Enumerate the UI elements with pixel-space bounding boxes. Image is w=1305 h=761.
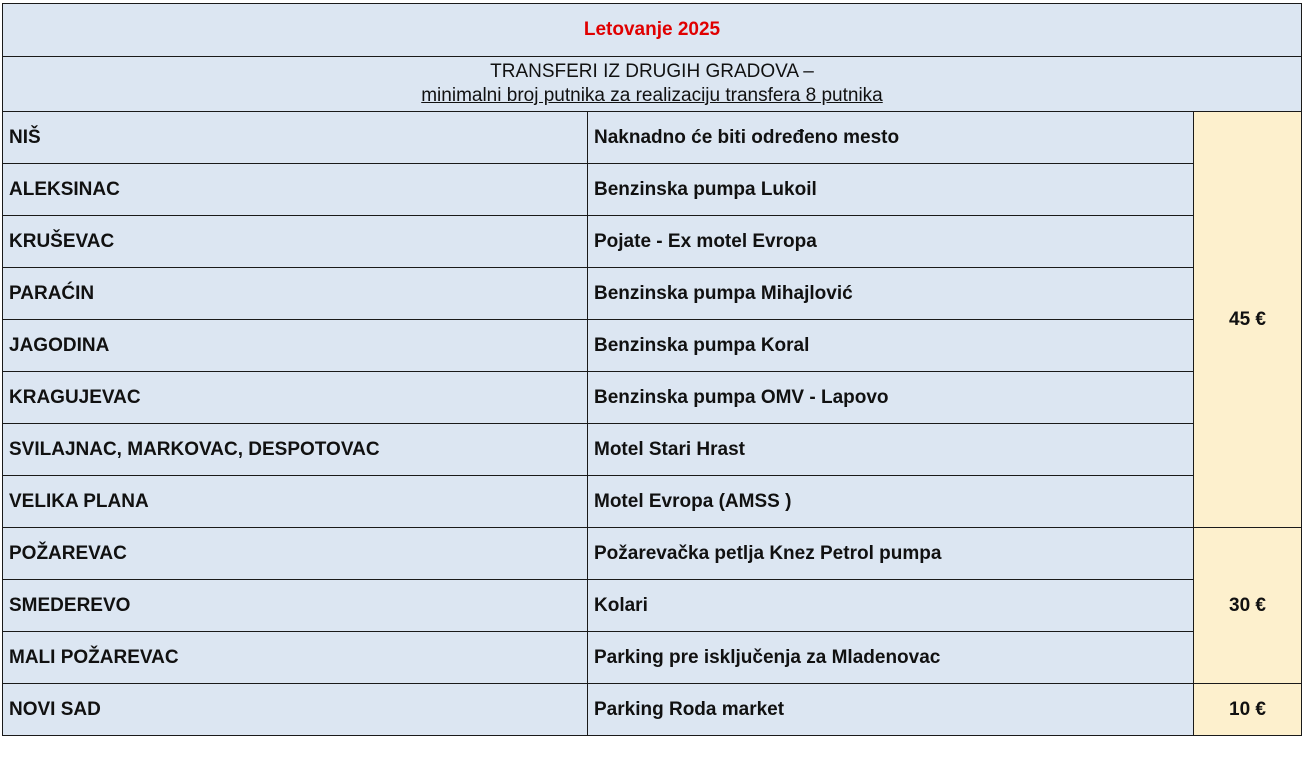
table-row: [3, 216, 1302, 268]
city-cell: NIŠ: [3, 112, 588, 164]
table-row: [3, 424, 1302, 476]
location-cell: Motel Stari Hrast: [588, 424, 1194, 476]
location-cell: Požarevačka petlja Knez Petrol pumpa: [588, 528, 1194, 580]
city-cell: NOVI SAD: [3, 684, 588, 736]
page-title: Letovanje 2025: [3, 4, 1302, 57]
location-cell: Benzinska pumpa Mihajlović: [588, 268, 1194, 320]
table-row: [3, 320, 1302, 372]
location-cell: Parking Roda market: [588, 684, 1194, 736]
transfer-table: [2, 3, 1302, 736]
table-row: [3, 632, 1302, 684]
subtitle-line-2: minimalni broj putnika za realizaciju transfera 8 putnika: [421, 85, 883, 106]
table-row: [3, 268, 1302, 320]
city-cell: KRUŠEVAC: [3, 216, 588, 268]
location-cell: Kolari: [588, 580, 1194, 632]
city-cell: JAGODINA: [3, 320, 588, 372]
subtitle-line-1: TRANSFERI IZ DRUGIH GRADOVA –: [490, 61, 814, 82]
price-cell: 45 €: [1194, 112, 1302, 528]
table-row: [3, 164, 1302, 216]
price-cell: 10 €: [1194, 684, 1302, 736]
table-row: [3, 684, 1302, 736]
table-row: [3, 112, 1302, 164]
location-cell: Parking pre isključenja za Mladenovac: [588, 632, 1194, 684]
location-cell: Naknadno će biti određeno mesto: [588, 112, 1194, 164]
city-cell: MALI POŽAREVAC: [3, 632, 588, 684]
city-cell: POŽAREVAC: [3, 528, 588, 580]
city-cell: SMEDEREVO: [3, 580, 588, 632]
location-cell: Benzinska pumpa Koral: [588, 320, 1194, 372]
table-row: [3, 580, 1302, 632]
location-cell: Benzinska pumpa Lukoil: [588, 164, 1194, 216]
price-cell: 30 €: [1194, 528, 1302, 684]
city-cell: ALEKSINAC: [3, 164, 588, 216]
table-subtitle: [3, 57, 1302, 112]
location-cell: Motel Evropa (AMSS ): [588, 476, 1194, 528]
table-row: [3, 528, 1302, 580]
location-cell: Pojate - Ex motel Evropa: [588, 216, 1194, 268]
city-cell: KRAGUJEVAC: [3, 372, 588, 424]
city-cell: SVILAJNAC, MARKOVAC, DESPOTOVAC: [3, 424, 588, 476]
location-cell: Benzinska pumpa OMV - Lapovo: [588, 372, 1194, 424]
table-row: [3, 476, 1302, 528]
table-row: [3, 372, 1302, 424]
city-cell: PARAĆIN: [3, 268, 588, 320]
city-cell: VELIKA PLANA: [3, 476, 588, 528]
